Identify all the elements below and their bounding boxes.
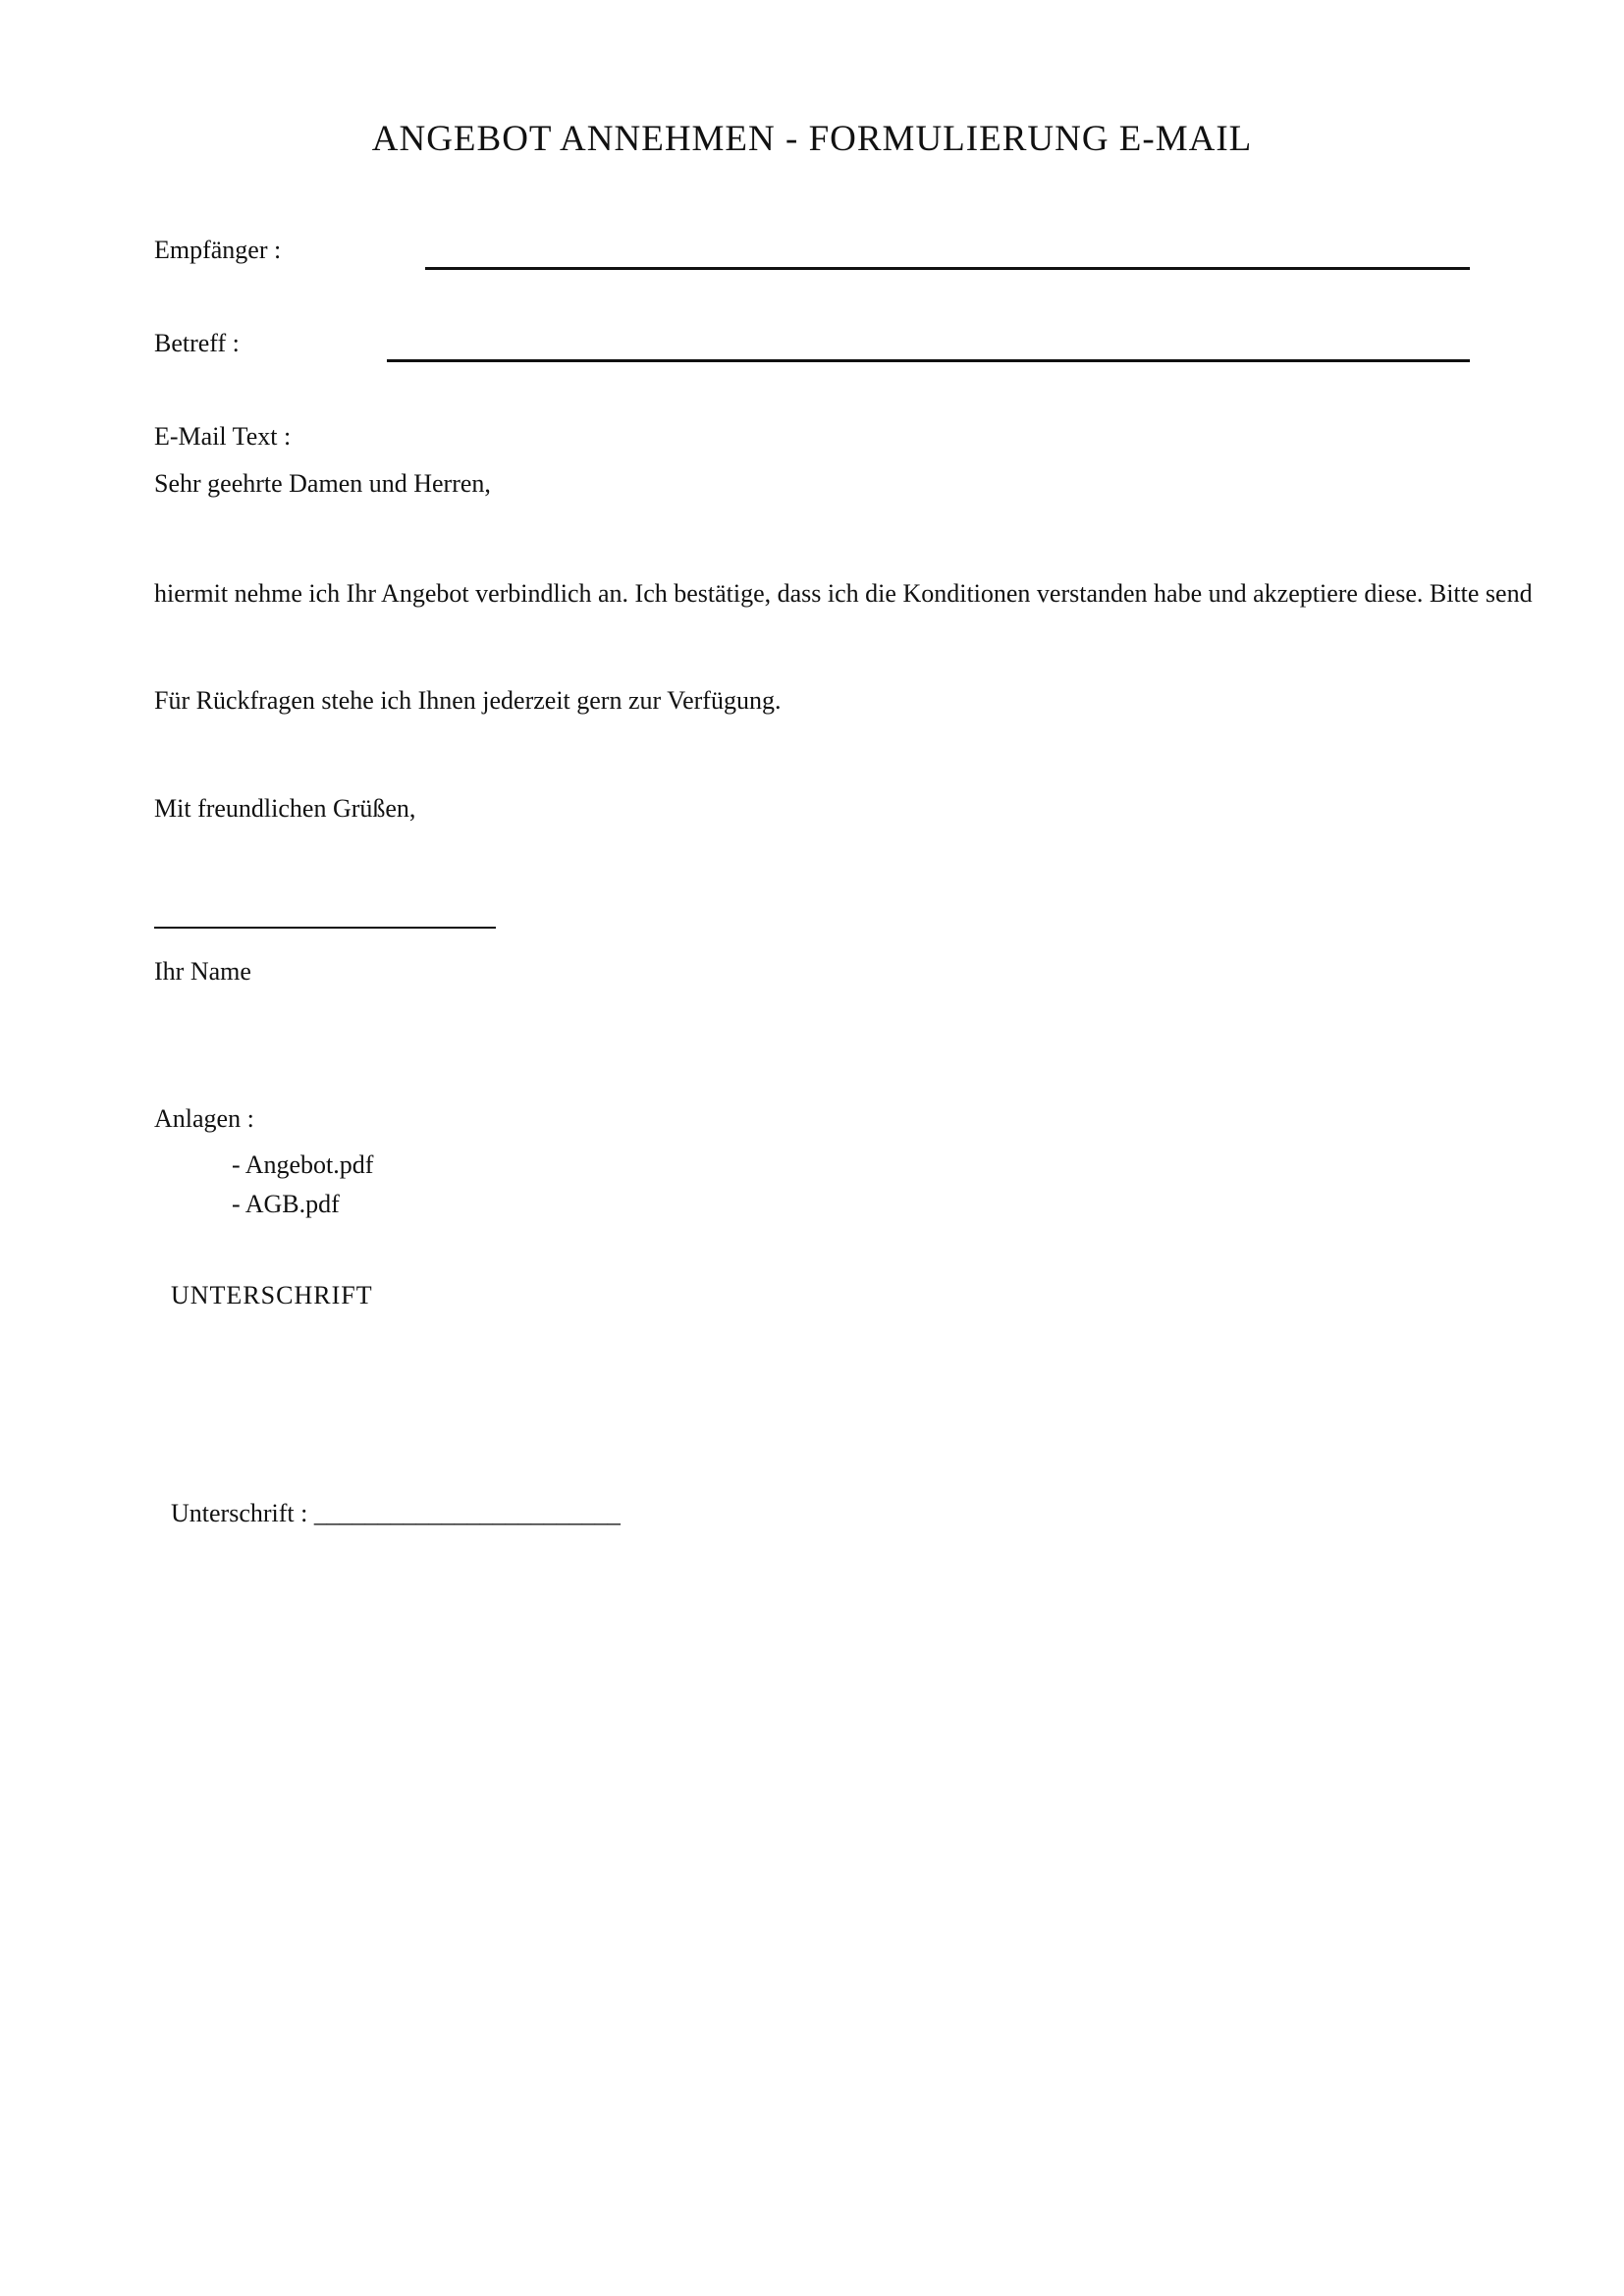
recipient-label: Empfänger : (154, 236, 282, 264)
email-followup: Für Rückfragen stehe ich Ihnen jederzeit gern zur Verfügung. (154, 686, 782, 715)
attachment-item: - Angebot.pdf (232, 1150, 374, 1179)
email-text-label: E-Mail Text : (154, 422, 292, 451)
signature-field[interactable]: Unterschrift : ________________________ (171, 1499, 621, 1527)
email-sender-name: Ihr Name (154, 957, 251, 986)
email-closing: Mit freundlichen Grüßen, (154, 794, 416, 823)
signature-section-title: UNTERSCHRIFT (171, 1281, 373, 1309)
attachment-item: - AGB.pdf (232, 1190, 340, 1218)
email-greeting: Sehr geehrte Damen und Herren, (154, 469, 491, 498)
document-title: ANGEBOT ANNEHMEN - FORMULIERUNG E-MAIL (371, 119, 1253, 159)
attachments-label: Anlagen : (154, 1104, 254, 1133)
subject-label: Betreff : (154, 329, 240, 357)
subject-field[interactable] (387, 359, 1470, 362)
email-body: hiermit nehme ich Ihr Angebot verbindlich an. Ich bestätige, dass ich die Konditionen verstanden habe und akzeptiere diese. Bitte send (154, 579, 1533, 608)
recipient-field[interactable] (425, 267, 1470, 270)
name-signature-line[interactable] (154, 927, 496, 929)
